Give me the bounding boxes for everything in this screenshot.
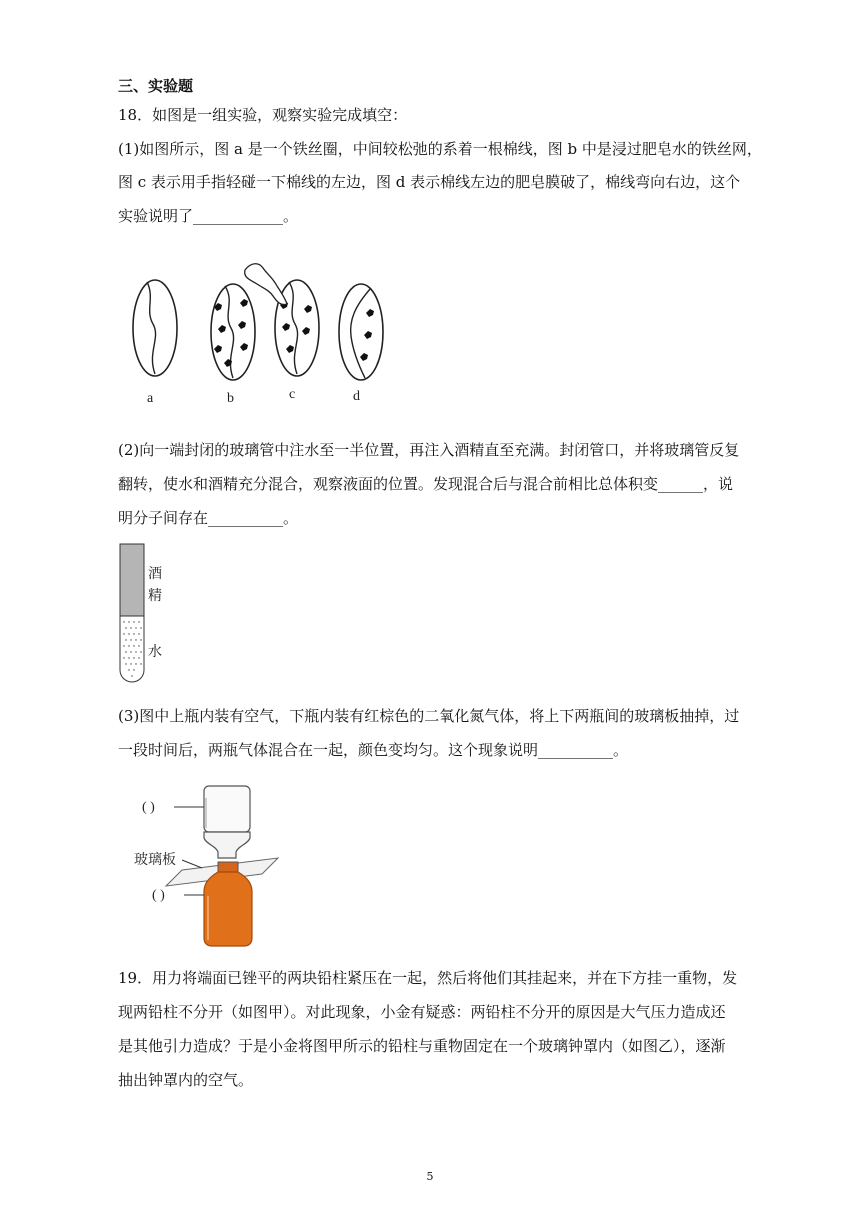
ring-d [339,284,383,380]
q18-part2-line2: 翻转，使水和酒精充分混合，观察液面的位置。发现混合后与混合前相比总体积变______，说 [118,475,734,493]
ring-c [245,264,319,376]
label-glass-plate: 玻璃板 [134,852,176,868]
q18-part3-line2: 一段时间后，两瓶气体混合在一起，颜色变均匀。这个现象说明__________。 [118,741,629,759]
q18-part3-line1: (3)图中上瓶内装有空气，下瓶内装有红棕色的二氧化氮气体，将上下两瓶间的玻璃板抽掉，过 [118,707,740,725]
q19-line1: 19．用力将端面已锉平的两块铅柱紧压在一起，然后将他们其挂起来，并在下方挂一重物，发 [118,969,738,987]
label-d: d [353,389,360,404]
soap-film-figure [125,258,385,408]
label-alcohol-2: 精 [148,588,162,604]
q19-line2: 现两铅柱不分开（如图甲）。对此现象，小金有疑惑：两铅柱不分开的原因是大气压力造成还 [118,1003,726,1021]
label-a: a [147,391,154,406]
label-b: b [227,391,234,406]
q19-line4: 抽出钟罩内的空气。 [118,1071,254,1089]
q18-part1-line1: (1)如图所示，图 a 是一个铁丝圈，中间较松弛的系着一根棉线，图 b 中是浸过肥皂水的铁丝网， [118,140,762,158]
label-c: c [289,387,296,402]
q18-part2-line1: (2)向一端封闭的玻璃管中注水至一半位置，再注入酒精直至充满。封闭管口，并将玻璃管反复 [118,441,740,459]
finger-icon [245,264,287,305]
q19-line3: 是其他引力造成？于是小金将图甲所示的铅柱与重物固定在一个玻璃钟罩内（如图乙），逐渐 [118,1037,726,1055]
ring-b [211,284,255,380]
q18-part2-line3: 明分子间存在__________。 [118,509,299,527]
q18-stem: 18．如图是一组实验，观察实验完成填空： [118,106,408,124]
page-number: 5 [426,1170,434,1183]
upper-bottle [204,786,250,858]
label-alcohol-1: 酒 [148,566,162,582]
ring-a [133,280,177,376]
glass-tube-figure [115,542,185,687]
gas-bottles-figure [132,778,292,950]
q18-part1-line3: 实验说明了____________。 [118,207,299,225]
label-water: 水 [148,644,162,660]
section-heading: 三、实验题 [118,77,194,95]
label-top-bracket: ( ) [142,800,155,815]
q18-part1-line2: 图 c 表示用手指轻碰一下棉线的左边，图 d 表示棉线左边的肥皂膜破了，棉线弯向右边，这个 [118,173,741,191]
label-bottom-bracket: ( ) [152,888,165,903]
